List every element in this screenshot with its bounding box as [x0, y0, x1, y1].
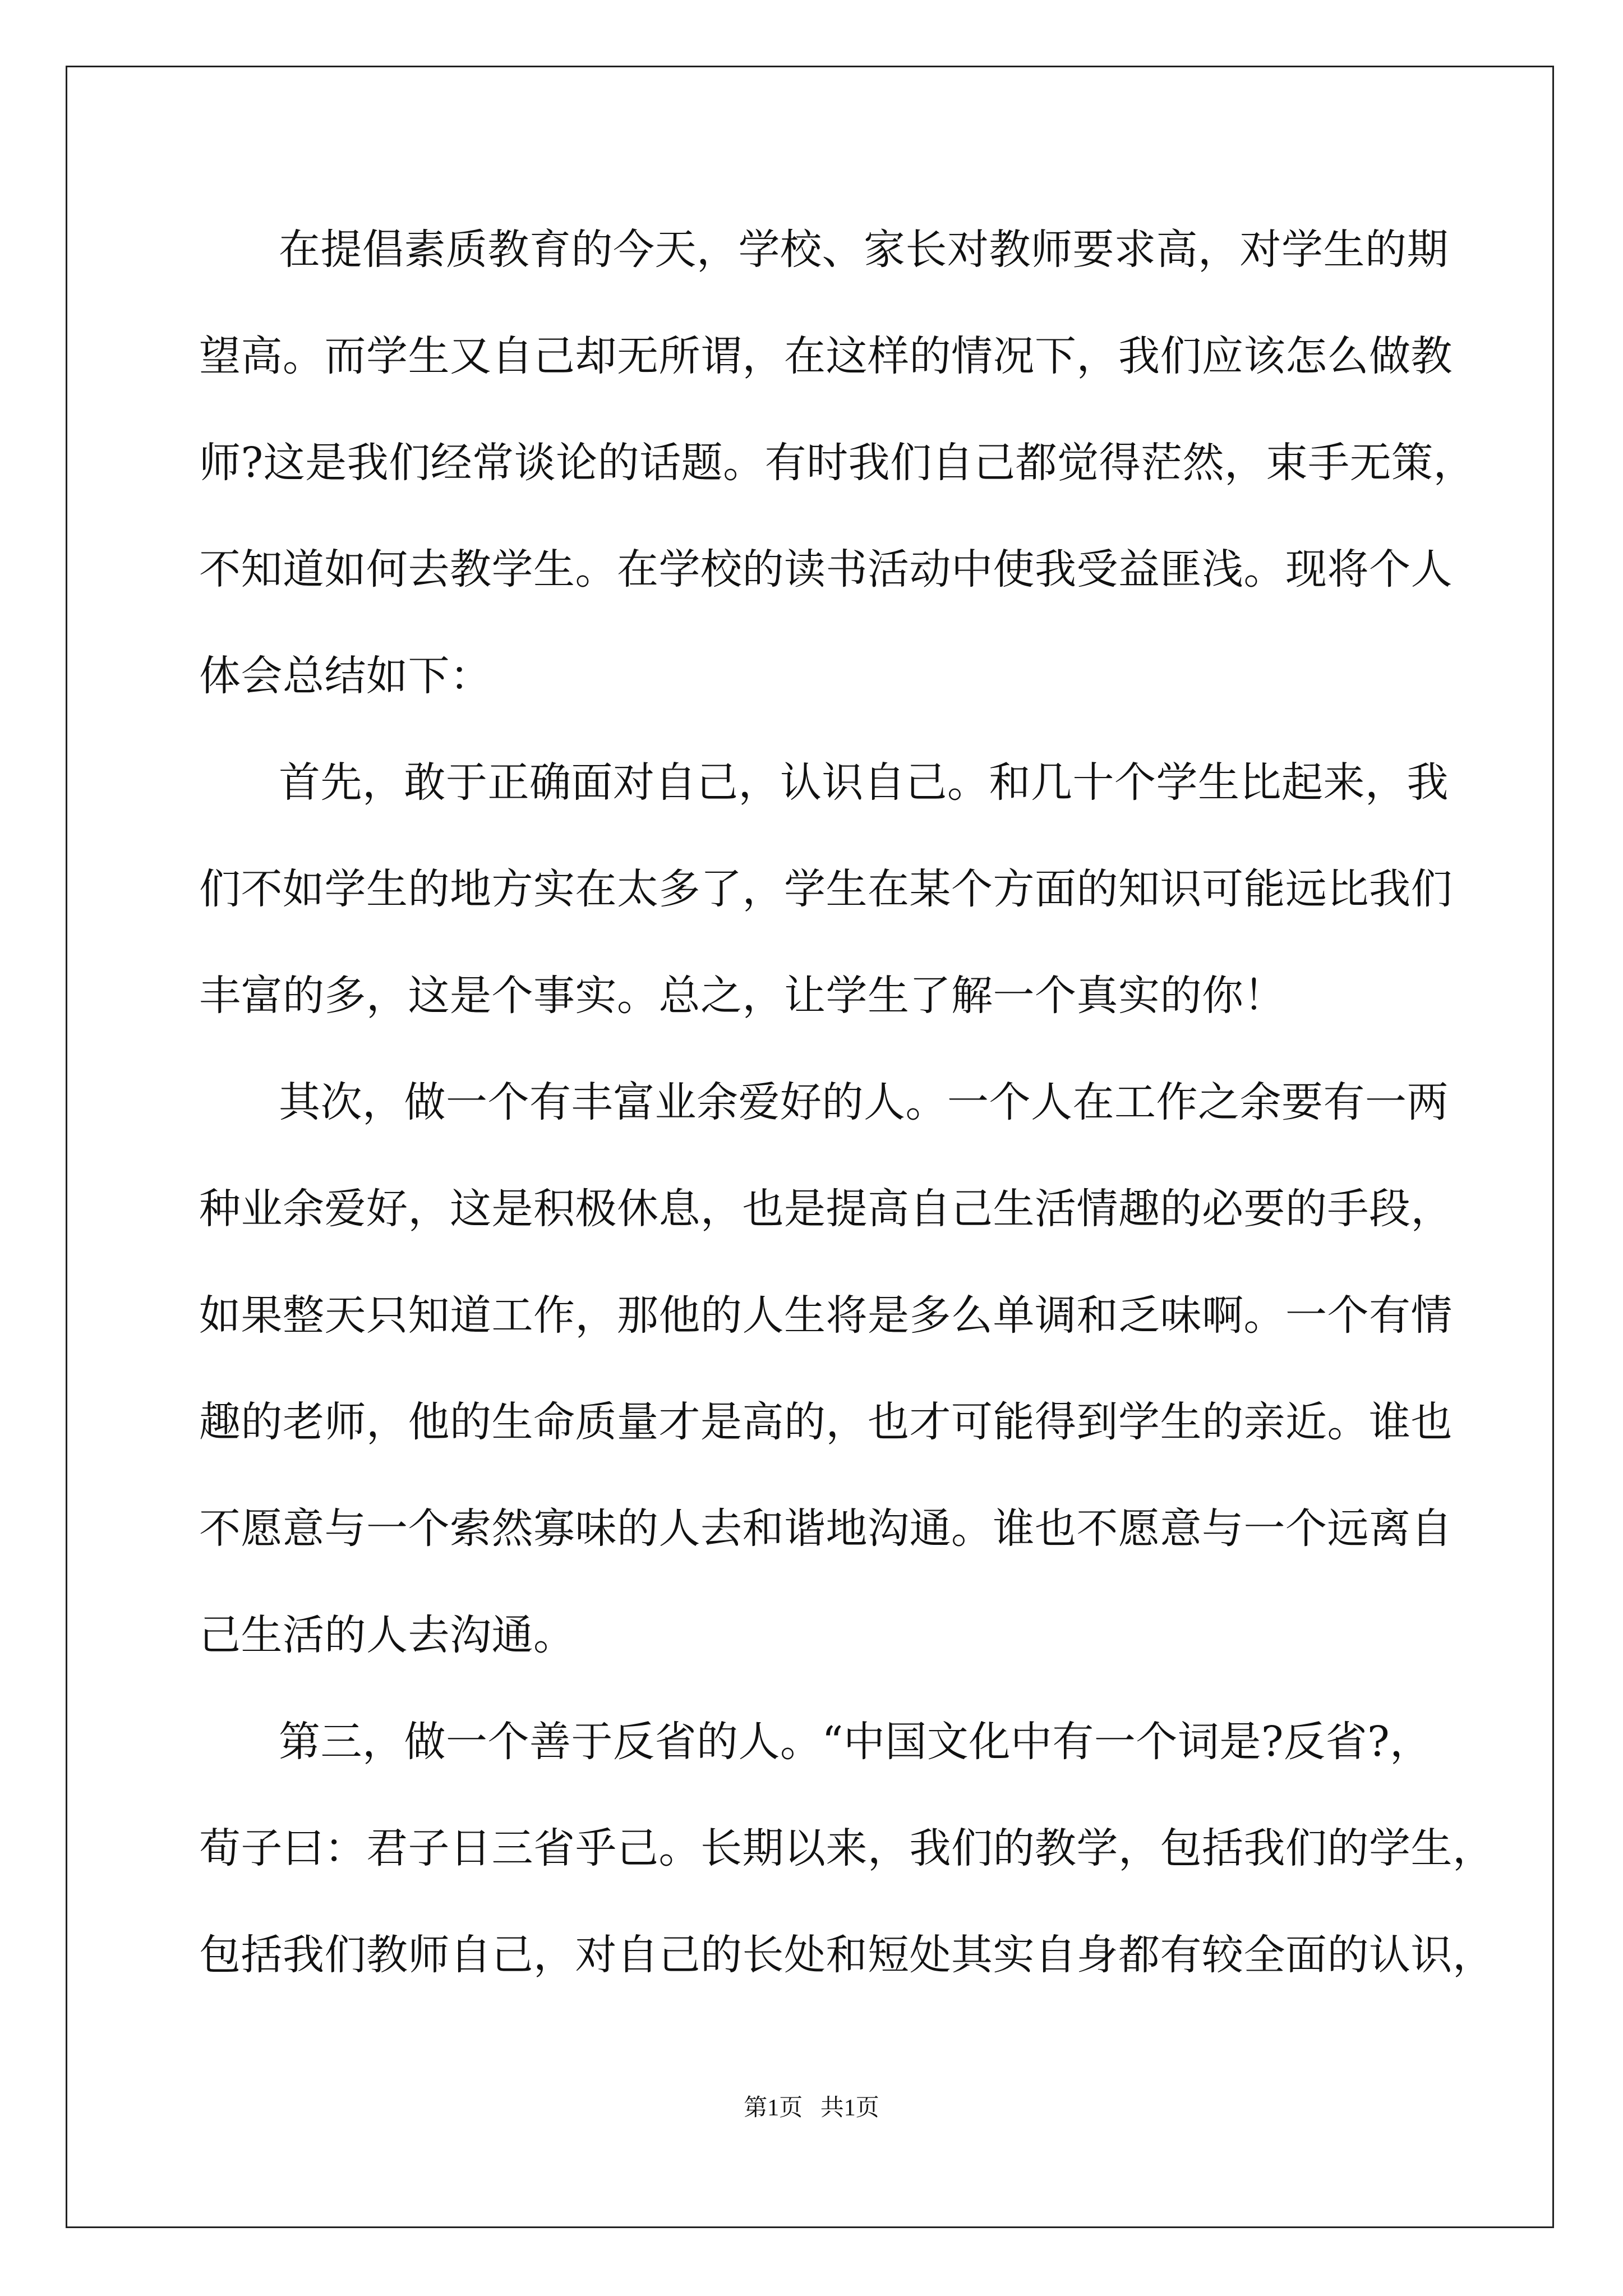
text-line: 其次，做一个有丰富业余爱好的人。一个人在工作之余要有一两	[279, 1078, 1449, 1126]
text-line: 在提倡素质教育的今天，学校、家长对教师要求高，对学生的期	[279, 226, 1449, 274]
paragraph-2	[199, 754, 1453, 1074]
text-line: 荀子曰：君子日三省乎己。长期以来，我们的教学，包括我们的学生，	[199, 1824, 1495, 1872]
page-footer	[0, 2091, 1623, 2125]
text-line: 包括我们教师自己，对自己的长处和短处其实自身都有较全面的认识，	[199, 1931, 1495, 1979]
text-line: 望高。而学生又自己却无所谓，在这样的情况下，我们应该怎么做教	[199, 332, 1453, 380]
text-line: 丰富的多，这是个事实。总之，让学生了解一个真实的你！	[199, 972, 1285, 1020]
text-line: 己生活的人去沟通。	[199, 1611, 575, 1659]
text-line: 师?这是我们经常谈论的话题。有时我们自己都觉得茫然，束手无策，	[199, 439, 1476, 487]
paragraph-3	[199, 1074, 1453, 1714]
text-line: 不知道如何去教学生。在学校的读书活动中使我受益匪浅。现将个人	[199, 545, 1453, 593]
text-line: 首先，敢于正确面对自己，认识自己。和几十个学生比起来，我	[279, 758, 1449, 807]
page-total: 共1页	[820, 2095, 879, 2121]
footer-separator	[803, 2095, 820, 2121]
text-line: 们不如学生的地方实在太多了，学生在某个方面的知识可能远比我们	[199, 865, 1453, 913]
text-line: 如果整天只知道工作，那他的人生将是多么单调和乏味啊。一个有情	[199, 1291, 1453, 1340]
text-line: 不愿意与一个索然寡味的人去和谐地沟通。谁也不愿意与一个远离自	[199, 1504, 1453, 1553]
paragraph-4	[199, 1714, 1495, 2033]
text-line: 种业余爱好，这是积极休息，也是提高自己生活情趣的必要的手段，	[199, 1185, 1453, 1233]
text-line: 体会总结如下：	[199, 652, 492, 700]
text-line: 趣的老师，他的生命质量才是高的，也才可能得到学生的亲近。谁也	[199, 1398, 1453, 1446]
document-body	[199, 222, 1495, 2033]
page-number: 第1页	[744, 2095, 803, 2121]
text-line: 第三，做一个善于反省的人。“中国文化中有一个词是?反省?，	[279, 1718, 1432, 1766]
paragraph-1	[199, 222, 1476, 754]
